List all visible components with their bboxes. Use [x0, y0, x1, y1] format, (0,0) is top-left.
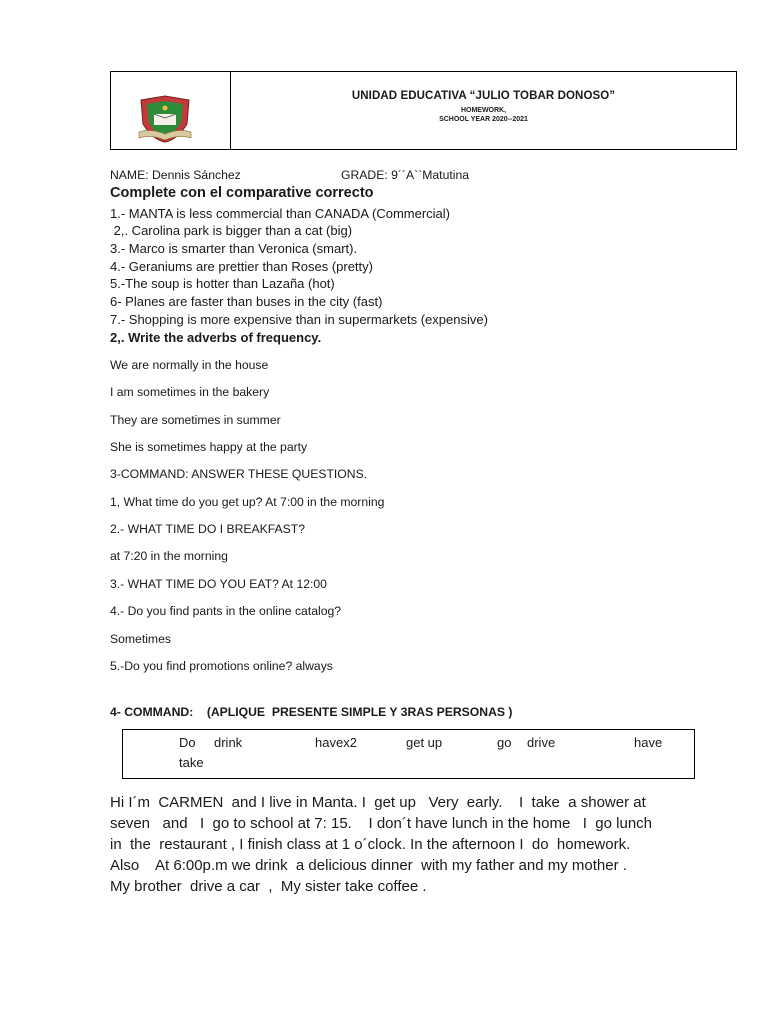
homework-label: HOMEWORK,	[460, 107, 507, 114]
section2-item: We are normally in the house	[110, 358, 269, 372]
school-header	[110, 71, 737, 150]
section3-title: 3-COMMAND: ANSWER THESE QUESTIONS.	[110, 467, 368, 481]
school-shield-icon	[137, 94, 193, 144]
section3-item: 5.-Do you find promotions online? always	[110, 659, 333, 673]
verb-word: go	[497, 735, 512, 750]
paragraph-line: My brother drive a car , My sister take coffee .	[110, 878, 427, 895]
section1-item: 1.- MANTA is less commercial than CANADA (Commercial)	[110, 206, 450, 221]
verb-word: drive	[527, 735, 556, 750]
student-grade: GRADE: 9´´A``Matutina	[341, 168, 469, 182]
student-name: NAME: Dennis Sánchez	[110, 168, 241, 182]
section3-item: at 7:20 in the morning	[110, 549, 228, 563]
section2-title: 2,. Write the adverbs of frequency.	[110, 330, 322, 345]
verb-word: get up	[406, 735, 443, 750]
paragraph-line: Hi I´m CARMEN and I live in Manta. I get up Very early. I take a shower at	[110, 794, 646, 811]
logo-cell	[111, 72, 231, 149]
section3-item: 4.- Do you find pants in the online catalog?	[110, 604, 342, 618]
school-name: UNIDAD EDUCATIVA “JULIO TOBAR DONOSO”	[351, 90, 616, 102]
verb-word: drink	[214, 735, 243, 750]
verb-word: have	[634, 735, 663, 750]
section2-item: She is sometimes happy at the party	[110, 440, 308, 454]
verb-word: take	[179, 755, 204, 770]
section3-item: 1, What time do you get up? At 7:00 in the morning	[110, 495, 385, 509]
section3-item: 2.- WHAT TIME DO I BREAKFAST?	[110, 522, 306, 536]
section1-item: 7.- Shopping is more expensive than in supermarkets (expensive)	[110, 312, 488, 327]
section1-item: 2,. Carolina park is bigger than a cat (big)	[110, 223, 353, 238]
paragraph-line: in the restaurant , I finish class at 1 o´clock. In the afternoon I do homework.	[110, 836, 631, 853]
section1-title: Complete con el comparative correcto	[110, 185, 374, 201]
section1-item: 3.- Marco is smarter than Veronica (smart).	[110, 241, 358, 256]
section3-item: 3.- WHAT TIME DO YOU EAT? At 12:00	[110, 577, 327, 591]
header-title-cell	[231, 72, 736, 149]
verb-word: havex2	[315, 735, 357, 750]
section4-title: 4- COMMAND: (APLIQUE PRESENTE SIMPLE Y 3RAS PERSONAS )	[110, 705, 513, 719]
section2-item: They are sometimes in summer	[110, 413, 281, 427]
verb-word: Do	[179, 735, 196, 750]
story-paragraph	[110, 792, 710, 897]
paragraph-line: seven and I go to school at 7: 15. I don´t have lunch in the home I go lunch	[110, 815, 653, 832]
verb-box	[122, 729, 695, 779]
section1-item: 6- Planes are faster than buses in the city (fast)	[110, 294, 383, 309]
section1-item: 5.-The soup is hotter than Lazaña (hot)	[110, 276, 335, 291]
section2-item: I am sometimes in the bakery	[110, 385, 270, 399]
school-year: SCHOOL YEAR 2020--2021	[439, 116, 528, 123]
section1-item: 4.- Geraniums are prettier than Roses (pretty)	[110, 259, 373, 274]
section3-item: Sometimes	[110, 632, 171, 646]
paragraph-line: Also At 6:00p.m we drink a delicious dinner with my father and my mother .	[110, 857, 627, 874]
